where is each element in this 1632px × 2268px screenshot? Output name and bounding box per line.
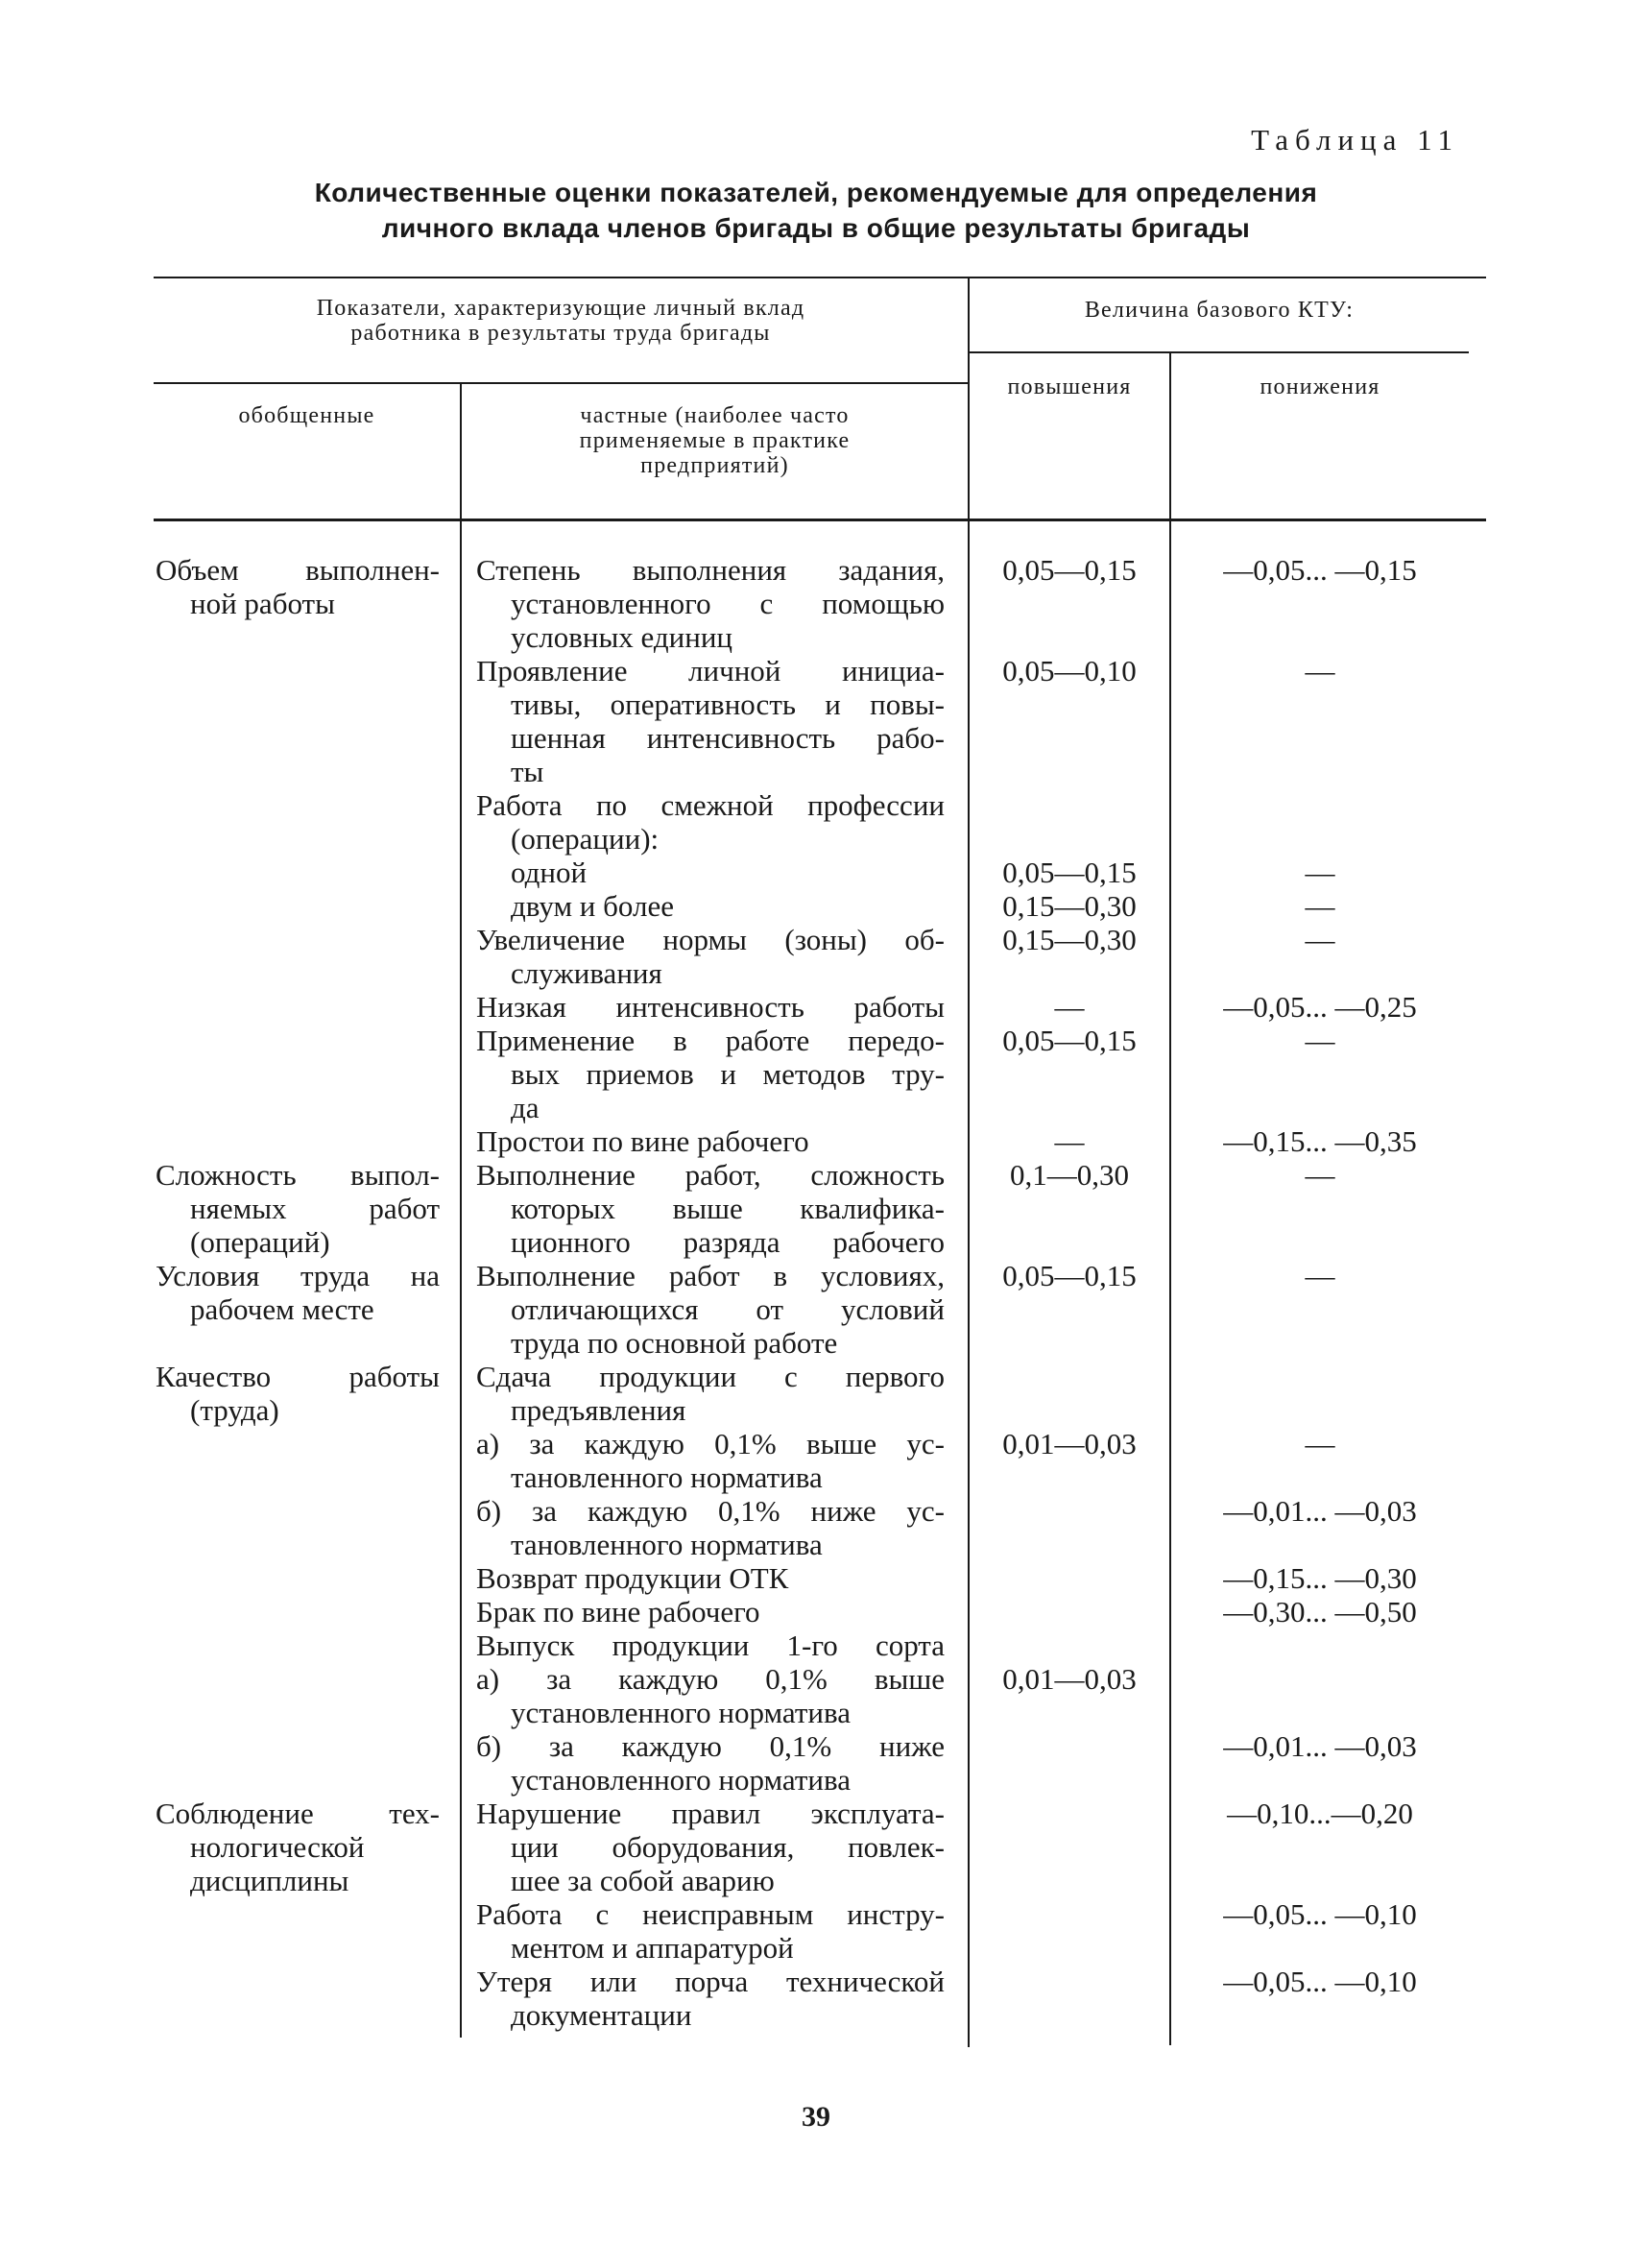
specific-line: установленного с помощью [511, 587, 945, 620]
decrease-value: —0,01... —0,03 [1223, 1729, 1417, 1763]
specific-line: служивания [511, 956, 662, 990]
specific-line: Выполнение работ, сложность [476, 1158, 945, 1192]
increase-value: 0,05—0,15 [1002, 856, 1137, 889]
decrease-value: —0,15... —0,30 [1223, 1561, 1417, 1595]
increase-value: 0,05—0,15 [1002, 1259, 1137, 1292]
general-line: рабочем месте [190, 1292, 374, 1326]
general-line: Сложность выпол- [156, 1158, 440, 1192]
increase-value: 0,01—0,03 [1002, 1427, 1137, 1460]
specific-line: условных единиц [511, 620, 733, 654]
table-label: Таблица 11 [1251, 123, 1459, 157]
specific-line: тановленного норматива [511, 1460, 823, 1494]
table-title [154, 175, 1478, 246]
specific-line: б) за каждую 0,1% ниже [476, 1729, 945, 1763]
specific-line: Утеря или порча технической [476, 1965, 945, 1998]
ktu-rule [970, 351, 1469, 353]
specific-line: Выполнение работ в условиях, [476, 1259, 945, 1292]
specific-line: ментом и аппаратурой [511, 1931, 794, 1965]
header-decrease: понижения [1260, 374, 1380, 399]
specific-line: б) за каждую 0,1% ниже ус- [476, 1494, 945, 1528]
decrease-value: —0,10...—0,20 [1227, 1797, 1413, 1830]
specific-line: ционного разряда рабочего [511, 1225, 945, 1259]
general-line: (операций) [190, 1225, 330, 1259]
header-group-rule [154, 382, 970, 384]
header-bottom-rule [154, 519, 1486, 521]
general-group [156, 1797, 440, 1897]
general-group [156, 1360, 440, 1427]
increase-value: — [1054, 1124, 1085, 1158]
specific-line: ты [511, 755, 544, 788]
specific-line: двум и более [511, 889, 675, 923]
header-ktu: Величина базового КТУ: [1084, 298, 1355, 323]
decrease-value: —0,15... —0,35 [1223, 1124, 1417, 1158]
decrease-value: — [1305, 923, 1335, 956]
general-line: няемых работ [190, 1192, 440, 1225]
header-specific-line-1: частные (наиболее часто [580, 403, 850, 428]
title-line-2: личного вклада членов бригады в общие результаты бригады [381, 213, 1251, 243]
increase-value: 0,05—0,10 [1002, 654, 1137, 688]
header-specific-line-2: применяемые в практике [579, 428, 851, 453]
specific-line: Степень выполнения задания, [476, 553, 945, 587]
increase-value: 0,01—0,03 [1002, 1662, 1137, 1696]
increase-value: 0,15—0,30 [1002, 889, 1137, 923]
specific-line: Работа с неисправным инстру- [476, 1897, 945, 1931]
general-group [156, 1158, 440, 1259]
header-indicators-line-2: работника в результаты труда бригады [350, 321, 771, 346]
decrease-value: — [1305, 889, 1335, 923]
column-rule-specific [460, 382, 462, 2038]
specific-line: тивы, оперативность и повы- [511, 688, 945, 721]
general-line: дисциплины [190, 1864, 349, 1897]
header-increase: повышения [1007, 374, 1132, 399]
specific-line: да [511, 1091, 540, 1124]
title-line-1: Количественные оценки показателей, рекомендуемые для определения [314, 178, 1318, 207]
decrease-value: — [1305, 1259, 1335, 1292]
specific-line: Сдача продукции с первого [476, 1360, 945, 1393]
specific-line: Возврат продукции ОТК [476, 1561, 789, 1595]
page-number: 39 [802, 2101, 830, 2133]
specific-line: Простои по вине рабочего [476, 1124, 809, 1158]
decrease-value: — [1305, 1024, 1335, 1057]
specific-line: Работа по смежной профессии [476, 788, 945, 822]
specific-line: а) за каждую 0,1% выше [476, 1662, 945, 1696]
general-line: Условия труда на [156, 1259, 440, 1292]
general-group [156, 553, 440, 620]
header-specific-line-3: предприятий) [640, 453, 789, 478]
header-indicators [154, 296, 968, 346]
decrease-value: — [1305, 1427, 1335, 1460]
specific-line: шее за собой аварию [511, 1864, 775, 1897]
general-group [156, 1259, 440, 1326]
specific-line: Брак по вине рабочего [476, 1595, 760, 1629]
increase-value: 0,1—0,30 [1010, 1158, 1129, 1192]
decrease-value: —0,01... —0,03 [1223, 1494, 1417, 1528]
decrease-value: —0,05... —0,10 [1223, 1897, 1417, 1931]
specific-line: предъявления [511, 1393, 686, 1427]
table-top-rule [154, 277, 1486, 278]
specific-line: шенная интенсивность рабо- [511, 721, 945, 755]
general-line: нологической [190, 1830, 365, 1864]
specific-line: установленного норматива [511, 1763, 851, 1797]
decrease-value: —0,05... —0,25 [1223, 990, 1417, 1024]
column-rule-ktu [1169, 353, 1171, 2045]
specific-line: (операции): [511, 822, 660, 856]
increase-value: — [1054, 990, 1085, 1024]
specific-line: ции оборудования, повлек- [511, 1830, 945, 1864]
specific-line: тановленного норматива [511, 1528, 823, 1561]
specific-line: Применение в работе передо- [476, 1024, 945, 1057]
decrease-value: —0,30... —0,50 [1223, 1595, 1417, 1629]
general-line: ной работы [190, 587, 335, 620]
specific-line: установленного норматива [511, 1696, 851, 1729]
specific-line: а) за каждую 0,1% выше ус- [476, 1427, 945, 1460]
increase-value: 0,05—0,15 [1002, 553, 1137, 587]
decrease-value: — [1305, 1158, 1335, 1192]
specific-indicators [476, 553, 945, 2032]
general-line: Соблюдение тех- [156, 1797, 440, 1830]
specific-line: одной [511, 856, 588, 889]
specific-line: Выпуск продукции 1-го сорта [476, 1629, 945, 1662]
specific-line: документации [511, 1998, 692, 2032]
general-line: (труда) [190, 1393, 279, 1427]
specific-line: Проявление личной инициа- [476, 654, 945, 688]
specific-line: отличающихся от условий [511, 1292, 945, 1326]
decrease-value: —0,05... —0,15 [1223, 553, 1417, 587]
increase-value: 0,05—0,15 [1002, 1024, 1137, 1057]
specific-line: Увеличение нормы (зоны) об- [476, 923, 945, 956]
specific-line: вых приемов и методов тру- [511, 1057, 945, 1091]
general-line: Качество работы [156, 1360, 440, 1393]
specific-line: которых выше квалифика- [511, 1192, 945, 1225]
general-line: Объем выполнен- [156, 553, 440, 587]
increase-value: 0,15—0,30 [1002, 923, 1137, 956]
decrease-value: — [1305, 856, 1335, 889]
decrease-value: — [1305, 654, 1335, 688]
header-general: обобщенные [238, 403, 375, 428]
header-indicators-line-1: Показатели, характеризующие личный вклад [316, 296, 805, 321]
header-specific [462, 403, 968, 478]
decrease-value: —0,05... —0,10 [1223, 1965, 1417, 1998]
specific-line: Низкая интенсивность работы [476, 990, 945, 1024]
specific-line: Нарушение правил эксплуата- [476, 1797, 945, 1830]
specific-line: труда по основной работе [511, 1326, 838, 1360]
